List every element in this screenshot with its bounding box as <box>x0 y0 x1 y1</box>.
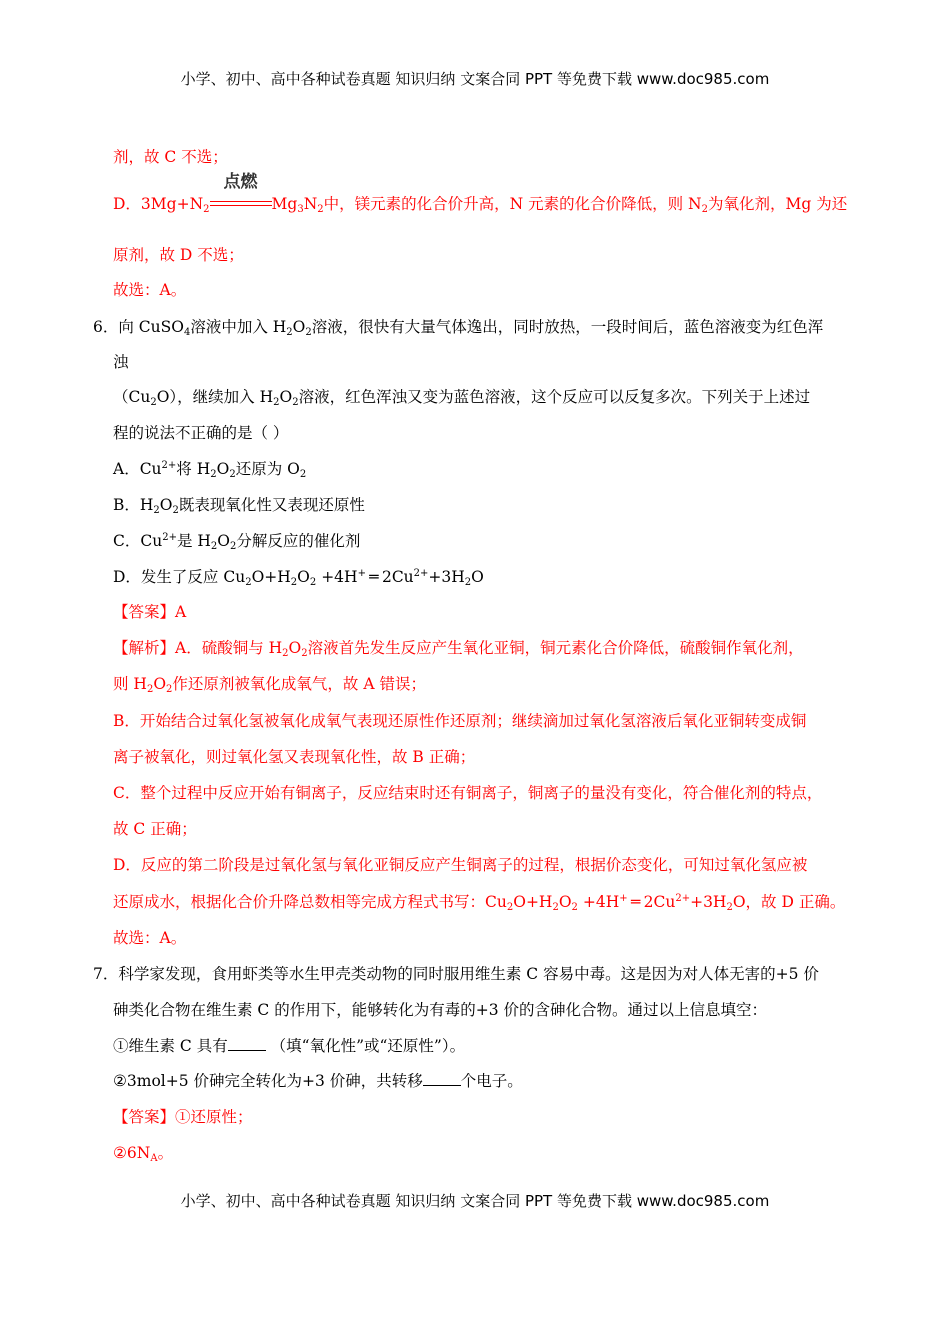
page-header: 小学、初中、高中各种试卷真题 知识归纳 文案合同 PPT 等免费下载 www.doc985.com <box>180 70 770 88</box>
q6-option-a: A．$Cu^{2+}$将 $H_2O_2$还原为 $O_2$ <box>113 460 307 480</box>
q6-stem-line1: 6．向 CuSO$_4$溶液中加入 $H_2O_2$溶液，很快有大量气体逸出，同时放热，一段时间后，蓝色溶液变为红色浑 <box>93 318 824 338</box>
q6-analysis-line2: 则 $H_2O_2$作还原剂被氧化成氧气，故 A 错误； <box>113 675 426 695</box>
q6-stem-line3: $(Cu_2O)$，继续加入 $H_2O_2$溶液，红色浑浊又变为蓝色溶液，这个反应可以反复多次。下列关于上述过 <box>113 388 811 408</box>
q6-choice: 故选：A。 <box>113 929 187 947</box>
q7-blank-1: ①维生素 C 具有 （填“氧化性”或“还原性”）。 <box>113 1037 466 1055</box>
q7-stem-line2: 砷类化合物在维生素 C 的作用下，能够转化为有毒的+3 价的含砷化合物。通过以上信息填空： <box>113 1001 767 1019</box>
page-footer: 小学、初中、高中各种试卷真题 知识归纳 文案合同 PPT 等免费下载 www.doc985.com <box>180 1192 770 1210</box>
q6-answer: 【答案】A <box>113 603 187 621</box>
q6-analysis-line6: 故 C 正确； <box>113 820 197 838</box>
q6-option-d: D．发生了反应 $Cu_2O+H_2O_2 +4H^+$ ═ $2Cu^{2+}+3H_2O$ <box>113 568 484 588</box>
q5-choice: 故选：A。 <box>113 281 187 299</box>
q6-option-b: B．$H_2O_2$既表现氧化性又表现还原性 <box>113 496 365 516</box>
q6-stem-line2: 浊 <box>113 353 129 371</box>
q6-stem-line4: 程的说法不正确的是（ ） <box>113 424 289 442</box>
fill-blank-2[interactable] <box>423 1071 461 1086</box>
q6-analysis-line8: 还原成水，根据化合价升降总数相等完成方程式书写：$Cu_2O+H_2O_2 +4H^+$ ═ $2Cu^{2+}+3H_2O$，故 D 正确。 <box>113 893 846 913</box>
q6-analysis-line4: 离子被氧化，则过氧化氢又表现氧化性，故 B 正确； <box>113 748 476 766</box>
q7-blank-2: ②3mol+5 价砷完全转化为+3 价砷，共转移 个电子。 <box>113 1072 523 1090</box>
q5-option-d: D．$3Mg+N_2$ 点燃 $Mg_3N_2$中，镁元素的化合价升高，N 元素的化合价降低，则 $N_2$为氧化剂，Mg 为还 <box>113 172 848 215</box>
q6-analysis-line7: D．反应的第二阶段是过氧化氢与氧化亚铜反应产生铜离子的过程，根据价态变化，可知过氧化氢应被 <box>113 856 808 874</box>
q7-answer-2: $②6N_A$。 <box>113 1144 174 1164</box>
q6-analysis-line1: 【解析】A．硫酸铜与 $H_2O_2$溶液首先发生反应产生氧化亚铜，铜元素化合价降低，硫酸铜作氧化剂， <box>113 639 804 659</box>
q5-option-c-tail: 剂，故 C 不选； <box>113 148 228 166</box>
reaction-arrow <box>210 172 272 215</box>
q7-stem-line1: 7．科学家发现，食用虾类等水生甲壳类动物的同时服用维生素 C 容易中毒。这是因为对人体无害的+5 价 <box>93 965 819 983</box>
q6-analysis-line5: C．整个过程中反应开始有铜离子，反应结束时还有铜离子，铜离子的量没有变化，符合催化剂的特点， <box>113 784 823 802</box>
q6-option-c: C．$Cu^{2+}$是 $H_2O_2$分解反应的催化剂 <box>113 532 361 552</box>
fill-blank-1[interactable] <box>228 1036 266 1051</box>
q7-answer: 【答案】①还原性； <box>113 1108 253 1126</box>
reaction-condition: 点燃 <box>223 172 258 192</box>
q6-analysis-line3: B．开始结合过氧化氢被氧化成氧气表现还原性作还原剂；继续滴加过氧化氢溶液后氧化亚铜转变成铜 <box>113 712 807 730</box>
q5-option-d-line2: 原剂，故 D 不选； <box>113 246 244 264</box>
